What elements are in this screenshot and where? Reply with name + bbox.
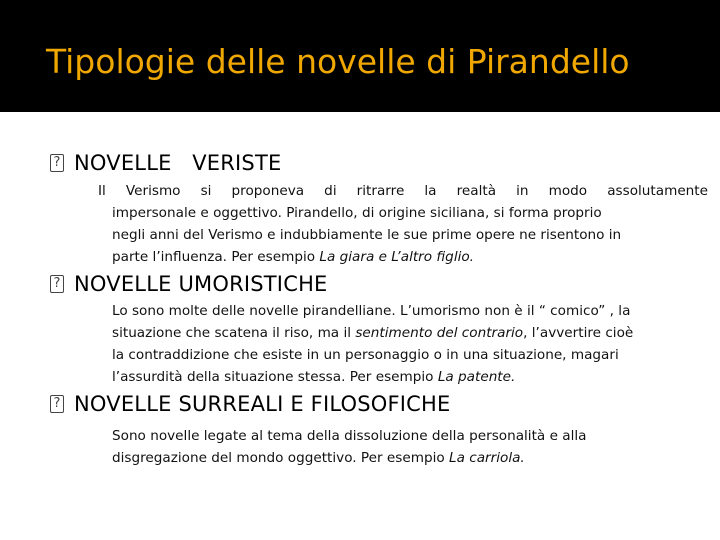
body-italic-text: La carriola. xyxy=(449,450,525,466)
body-italic-text: La patente. xyxy=(437,369,516,385)
heading-text: NOVELLE VERISTE xyxy=(74,151,282,175)
slide-title: Tipologie delle novelle di Pirandello xyxy=(46,42,630,81)
body-line xyxy=(112,322,710,344)
heading-text: NOVELLE UMORISTICHE xyxy=(74,272,328,296)
body-text: situazione che scatena il riso, ma il xyxy=(112,325,356,341)
section-body-surreali xyxy=(112,425,710,469)
body-line: Il Verismo si proponeva di ritrarre la realtà in modo assolutamente xyxy=(98,183,708,199)
section-heading-surreali xyxy=(50,389,450,419)
section-heading-veriste xyxy=(50,148,281,178)
body-line: impersonale e oggettivo. Pirandello, di origine siciliana, si forma proprio xyxy=(112,205,602,221)
body-italic-text: La giara e L’altro figlio. xyxy=(319,249,475,265)
body-text: , l’avvertire cioè xyxy=(523,325,634,341)
section-body-umoristiche xyxy=(112,300,710,388)
body-text: disgregazione del mondo oggettivo. Per esempio xyxy=(112,450,450,466)
body-line: la contraddizione che esiste in un personaggio o in una situazione, magari xyxy=(112,347,619,363)
unknown-glyph-box-icon xyxy=(50,275,64,293)
body-line: Sono novelle legate al tema della dissoluzione della personalità e alla xyxy=(112,428,587,444)
unknown-glyph-box-icon xyxy=(50,395,64,413)
body-line: negli anni del Verismo e indubbiamente le sue prime opere ne risentono in xyxy=(112,227,622,243)
heading-text: NOVELLE SURREALI E FILOSOFICHE xyxy=(74,392,451,416)
body-line xyxy=(98,246,708,268)
unknown-glyph-box-icon xyxy=(50,154,64,172)
section-heading-umoristiche xyxy=(50,269,328,299)
body-line: Lo sono molte delle novelle pirandelliane. L’umorismo non è il “ comico” , la xyxy=(112,303,631,319)
section-body-veriste xyxy=(98,180,708,268)
body-italic-text: sentimento del contrario xyxy=(355,325,524,341)
title-bar xyxy=(0,0,720,112)
body-line xyxy=(112,366,710,388)
body-text: parte l’influenza. Per esempio xyxy=(112,249,320,265)
body-line xyxy=(112,447,710,469)
body-text: l’assurdità della situazione stessa. Per esempio xyxy=(112,369,438,385)
